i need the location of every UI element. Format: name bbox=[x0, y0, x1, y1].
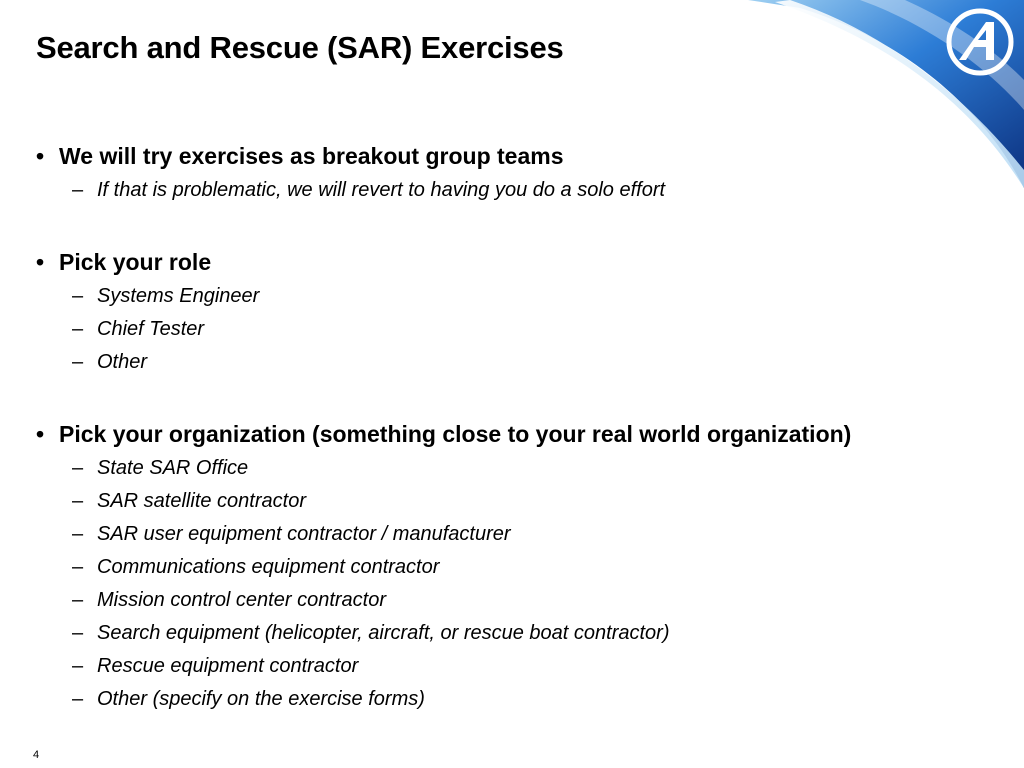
sub-item-text: Other bbox=[97, 351, 148, 373]
sub-item-text: Chief Tester bbox=[97, 318, 205, 340]
sub-item-text: Communications equipment contractor bbox=[97, 556, 440, 578]
bullet-breakout-teams bbox=[36, 143, 564, 170]
bullet-pick-organization bbox=[36, 421, 851, 448]
sub-item: – Systems Engineer bbox=[72, 285, 260, 307]
bullet-text: We will try exercises as breakout group teams bbox=[59, 143, 564, 169]
slide-title: Search and Rescue (SAR) Exercises bbox=[36, 30, 564, 65]
company-logo-icon bbox=[944, 6, 1016, 78]
sub-item: – SAR satellite contractor bbox=[72, 490, 306, 512]
sub-item: – Mission control center contractor bbox=[72, 589, 387, 611]
bullet-text: Pick your organization (something close to your real world organization) bbox=[59, 421, 852, 447]
sub-item: – Other bbox=[72, 351, 148, 373]
sub-item-text: State SAR Office bbox=[97, 457, 249, 479]
sub-item-text: If that is problematic, we will revert to having you do a solo effort bbox=[97, 179, 666, 201]
bullet-dot-icon: • bbox=[36, 143, 45, 169]
sub-item: – Other (specify on the exercise forms) bbox=[72, 688, 425, 710]
sub-item-text: SAR satellite contractor bbox=[97, 490, 306, 512]
bullet-dot-icon: • bbox=[36, 249, 45, 275]
sub-item-text: Search equipment (helicopter, aircraft, or rescue boat contractor) bbox=[97, 622, 670, 644]
page-number: 4 bbox=[33, 749, 40, 761]
sub-item-text: Systems Engineer bbox=[97, 285, 260, 307]
sub-item: – Rescue equipment contractor bbox=[72, 655, 359, 677]
sub-item-text: Mission control center contractor bbox=[97, 589, 387, 611]
bullet-dot-icon: • bbox=[36, 421, 45, 447]
bullet-pick-role bbox=[36, 249, 211, 276]
sub-item: – Search equipment (helicopter, aircraft, or rescue boat contractor) bbox=[72, 622, 670, 644]
sub-item: – State SAR Office bbox=[72, 457, 249, 479]
sub-item-text: Rescue equipment contractor bbox=[97, 655, 359, 677]
sub-item: – Chief Tester bbox=[72, 318, 205, 340]
sub-item: – If that is problematic, we will revert to having you do a solo effort bbox=[72, 179, 666, 201]
sub-item-text: Other (specify on the exercise forms) bbox=[97, 688, 425, 710]
sub-item: – SAR user equipment contractor / manufacturer bbox=[72, 523, 511, 545]
sub-item-text: SAR user equipment contractor / manufacturer bbox=[97, 523, 511, 545]
bullet-text: Pick your role bbox=[59, 249, 212, 275]
sub-item: – Communications equipment contractor bbox=[72, 556, 440, 578]
